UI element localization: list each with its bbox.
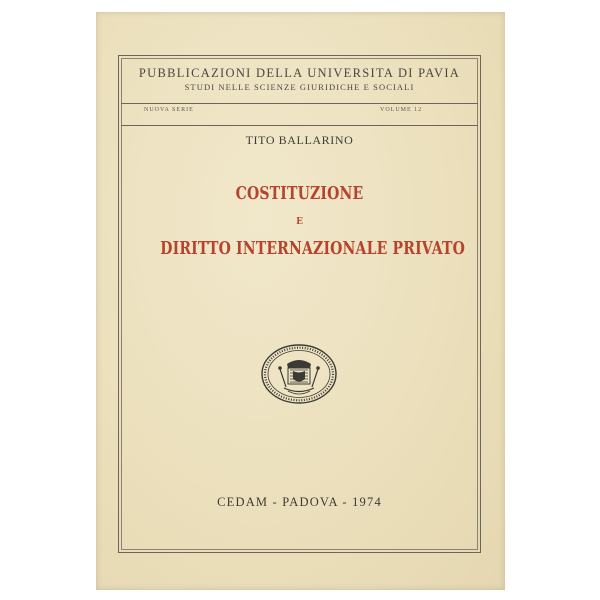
- book-title-line1: COSTITUZIONE: [235, 183, 364, 204]
- publisher-series: PUBBLICAZIONI DELLA UNIVERSITA DI PAVIA: [138, 66, 461, 80]
- university-seal-icon: [260, 343, 338, 405]
- book-title-line2: DIRITTO INTERNAZIONALE PRIVATO: [160, 238, 466, 259]
- author-name: TITO BALLARINO: [245, 133, 354, 147]
- series-divider-bottom: [121, 125, 478, 126]
- book-title-conjunction: E: [296, 217, 303, 227]
- publisher-imprint: CEDAM - PADOVA - 1974: [217, 495, 382, 509]
- series-subtitle: STUDI NELLE SCIENZE GIURIDICHE E SOCIALI: [184, 82, 415, 92]
- series-divider-top: [121, 103, 478, 104]
- volume-label: VOLUME 12: [380, 107, 423, 113]
- cover-border-inner: [121, 58, 478, 550]
- series-label: NUOVA SERIE: [144, 107, 194, 113]
